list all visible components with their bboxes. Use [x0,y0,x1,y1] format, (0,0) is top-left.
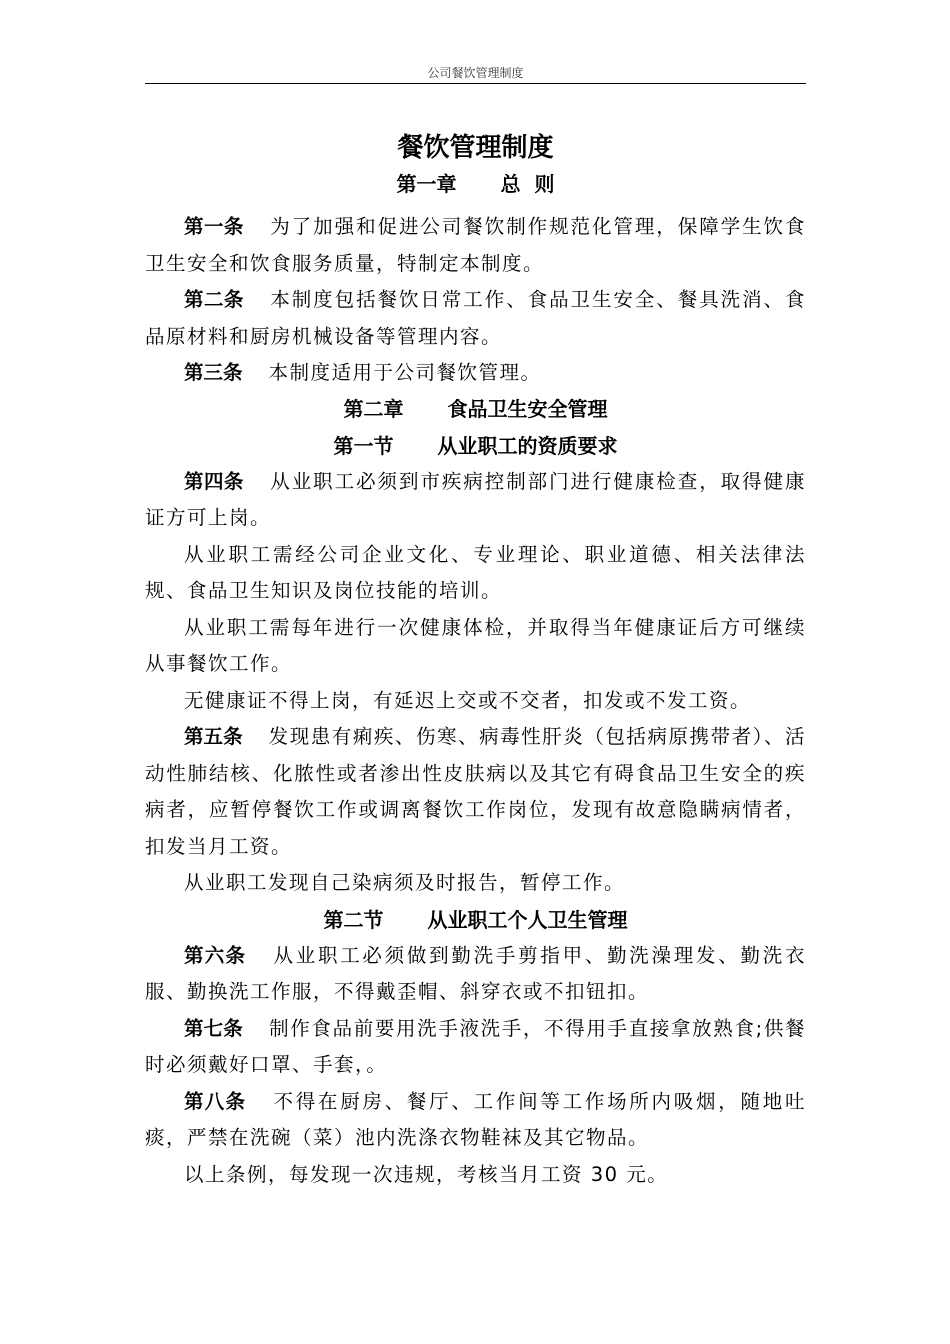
article-3-number: 第三条 [184,361,243,384]
article-1 [145,209,806,282]
article-1-number: 第一条 [184,215,244,238]
article-6-text: 从业职工必须做到勤洗手剪指甲、勤洗澡理发、勤洗衣服、勤换洗工作服，不得戴歪帽、斜穿衣或不扣钮扣。 [145,943,806,1003]
article-5-text: 发现患有痢疾、伤寒、病毒性肝炎（包括病原携带者）、活动性肺结核、化脓性或者渗出性皮肤病以及其它有碍食品卫生安全的疾病者，应暂停餐饮工作或调离餐饮工作岗位，发现有故意隐瞒病情者，扣发当月工资。 [145,725,806,858]
section-2-name: 从业职工个人卫生管理 [427,907,628,932]
article-3-text: 本制度适用于公司餐饮管理。 [268,361,542,384]
chapter-2-label: 第二章 [343,396,404,421]
article-8-number: 第八条 [184,1089,247,1113]
chapter-1-label: 第一章 [396,172,457,196]
article-4 [145,464,806,537]
section-2-heading [145,902,806,938]
article-8-text: 不得在厨房、餐厅、工作间等工作场所内吸烟，随地吐痰，严禁在洗碗（菜）池内洗涤衣物鞋袜及其它物品。 [145,1089,806,1149]
paragraph-training: 从业职工需经公司企业文化、专业理论、职业道德、相关法律法规、食品卫生知识及岗位技能的培训。 [145,542,806,602]
section-2-label: 第二节 [323,907,384,932]
article-4-text: 从业职工必须到市疾病控制部门进行健康检查，取得健康证方可上岗。 [145,469,806,529]
section-1-heading [145,428,806,464]
article-4-number: 第四条 [184,469,244,493]
article-3 [145,355,806,392]
article-5-number: 第五条 [184,725,243,748]
paragraph-report-illness: 从业职工发现自己染病须及时报告，暂停工作。 [184,871,626,894]
chapter-2-name: 食品卫生安全管理 [447,396,608,421]
article-7 [145,1011,806,1084]
chapter-2-heading [145,392,806,426]
chapter-1-name: 总 则 [500,172,555,196]
article-7-text: 制作食品前要用洗手液洗手，不得用手直接拿放熟食;供餐时必须戴好口罩、手套，。 [145,1016,806,1076]
article-5 [145,719,806,865]
document-body [145,127,806,1193]
article-7-number: 第七条 [184,1016,243,1040]
section-1-name: 从业职工的资质要求 [437,433,618,458]
document-title: 餐饮管理制度 [397,133,554,163]
article-1-text: 为了加强和促进公司餐饮制作规范化管理，保障学生饮食卫生安全和饮食服务质量，特制定本制度。 [145,215,806,275]
article-2 [145,282,806,355]
article-8 [145,1084,806,1157]
running-header: 公司餐饮管理制度 [427,66,524,80]
paragraph-penalty: 以上条例，每发现一次违规，考核当月工资 30 元。 [184,1162,669,1186]
article-2-text: 本制度包括餐饮日常工作、食品卫生安全、餐具洗消、食品原材料和厨房机械设备等管理内容。 [145,288,806,348]
article-2-number: 第二条 [184,288,244,311]
chapter-1-heading [145,169,806,199]
section-1-label: 第一节 [333,433,394,458]
paragraph-annual-checkup: 从业职工需每年进行一次健康体检，并取得当年健康证后方可继续从事餐饮工作。 [145,615,806,675]
article-6-number: 第六条 [184,943,247,967]
article-6 [145,938,806,1011]
header-rule [145,83,806,84]
paragraph-no-certificate: 无健康证不得上岗，有延迟上交或不交者，扣发或不发工资。 [184,688,752,712]
